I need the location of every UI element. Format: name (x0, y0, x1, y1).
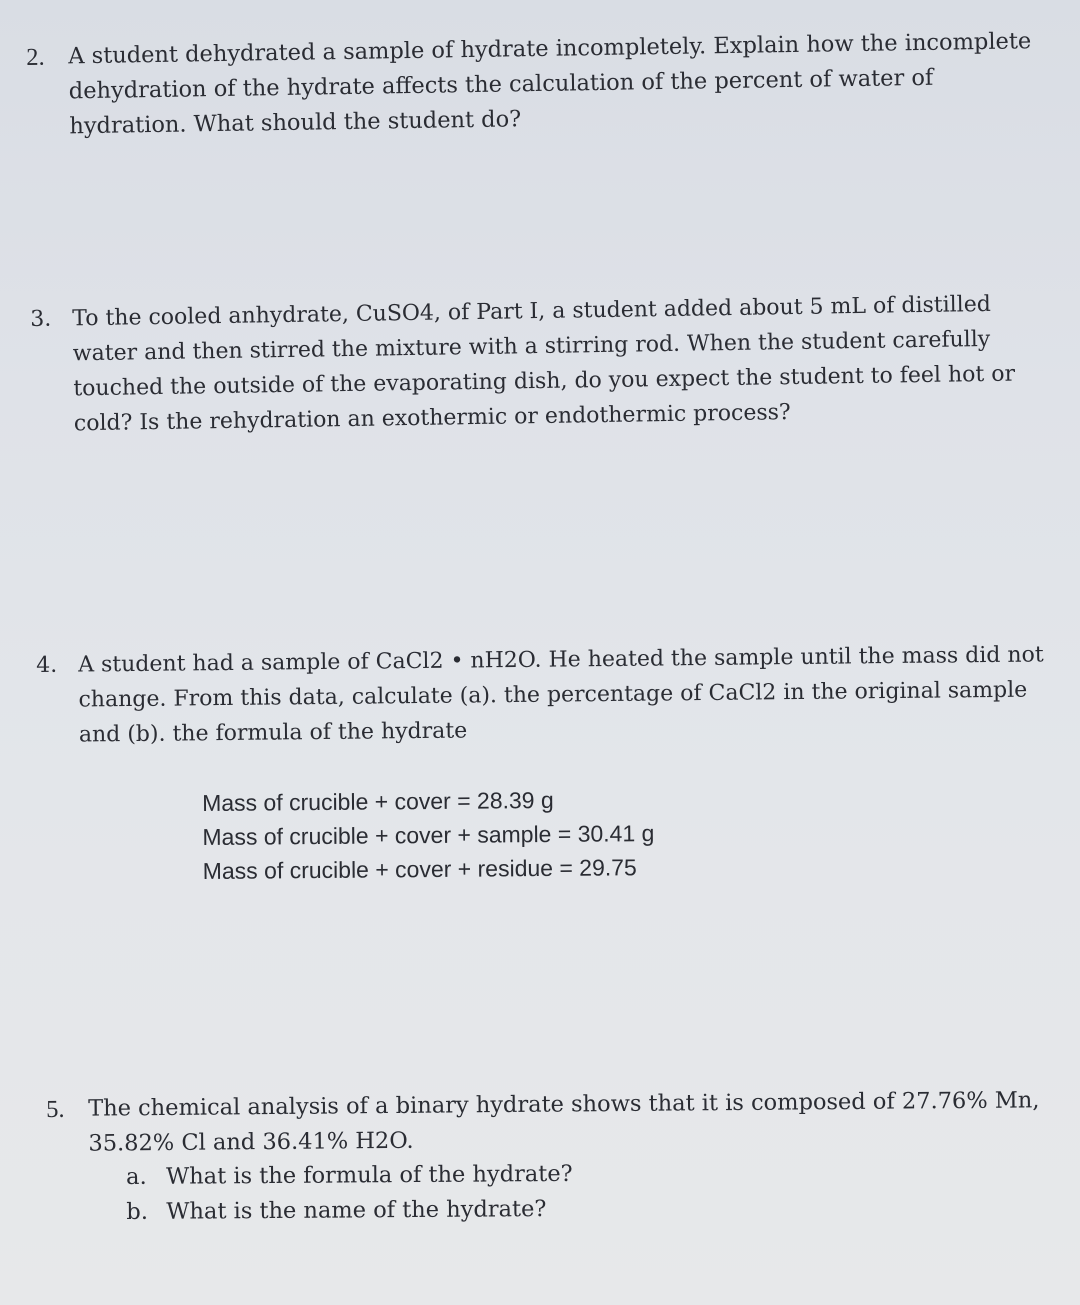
question-number: 2. (26, 43, 45, 71)
subpart-letter: a. (126, 1163, 147, 1190)
question-4 (36, 637, 1067, 753)
question-text: The chemical analysis of a binary hydrate shows that it is composed of 27.76% Mn, 35.82% Cl and 36.41% H2O. (88, 1087, 1040, 1157)
question-5-subparts (126, 1157, 573, 1230)
mass-crucible-cover-residue: Mass of crucible + cover + residue = 29.75 (202, 854, 637, 884)
question-number: 3. (30, 306, 52, 332)
question-number: 5. (46, 1095, 65, 1123)
subpart-b (126, 1192, 573, 1230)
mass-crucible-cover-sample: Mass of crucible + cover + sample = 30.41 g (202, 820, 655, 850)
subpart-letter: b. (126, 1198, 149, 1225)
question-number: 4. (36, 652, 58, 678)
subpart-text: What is the name of the hydrate? (166, 1196, 547, 1225)
mass-crucible-cover: Mass of crucible + cover = 28.39 g (202, 786, 554, 816)
mass-data-block (202, 782, 655, 888)
question-3 (30, 286, 1062, 442)
subpart-text: What is the formula of the hydrate? (166, 1160, 573, 1190)
question-text: A student dehydrated a sample of hydrate incompletely. Explain how the incomplete dehydration of the hydrate affects the calculation of the percent of water of hydration. What should the student do? (68, 28, 1032, 140)
question-text: A student had a sample of CaCl2 • nH2O. He heated the sample until the mass did not change. From this data, calculate (a). the percentage of CaCl2 in the original sample and (b). the formula of the hydrate (78, 642, 1044, 748)
question-2 (26, 24, 1058, 145)
subpart-a (126, 1157, 573, 1195)
question-5 (46, 1083, 1057, 1162)
question-text: To the cooled anhydrate, CuSO4, of Part I, a student added about 5 mL of distilled water and then stirred the mixture with a stirring rod. When the student carefully touched the outside of the evaporating dish, do you expect the student to feel hot or cold? Is the rehydration an exothermic or endothermic process? (72, 291, 1016, 437)
